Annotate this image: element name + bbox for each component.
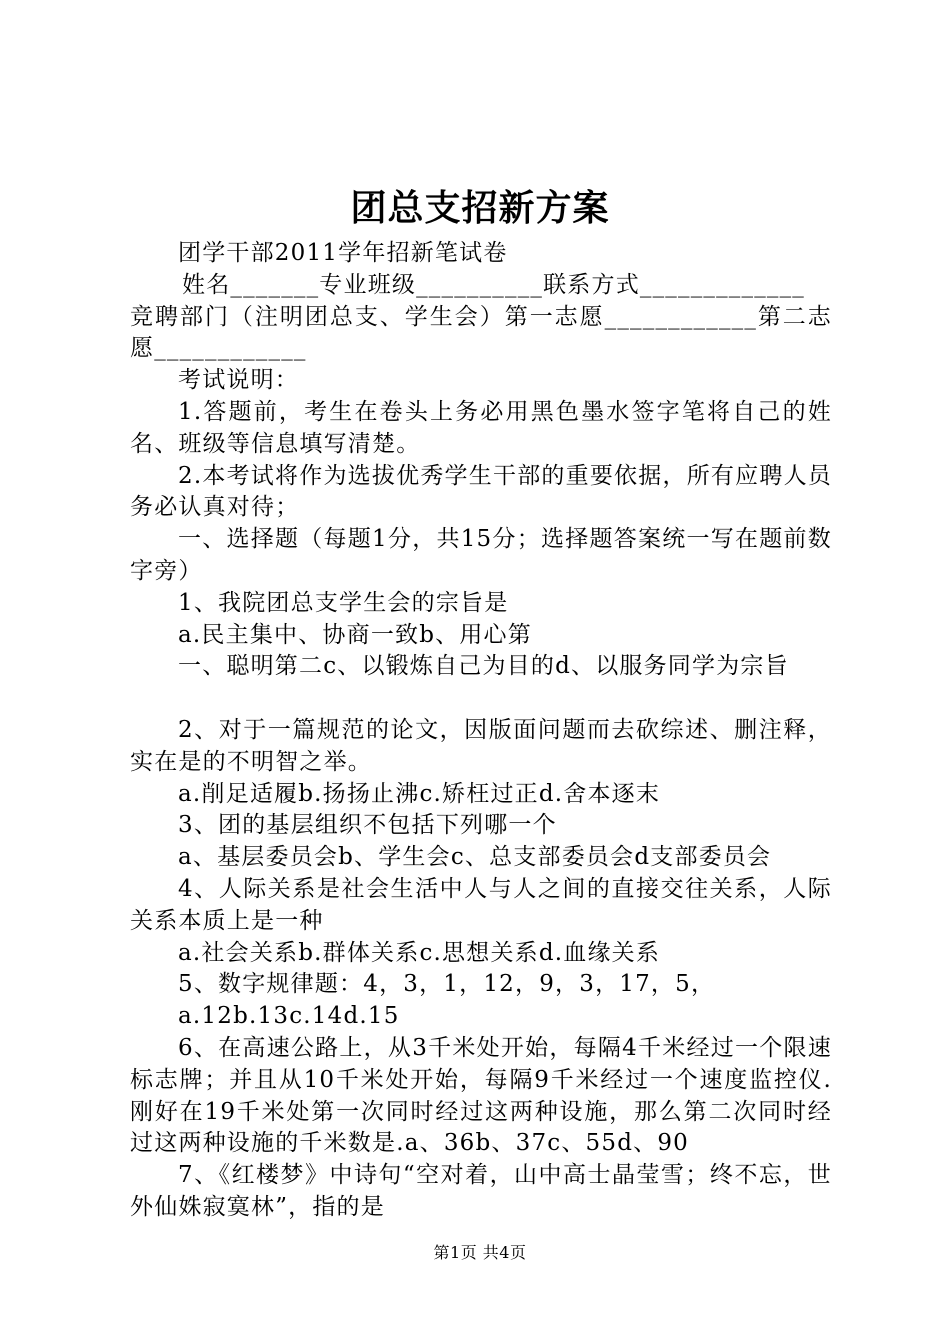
question: 2、对于一篇规范的论文，因版面问题而去砍综述、删注释，实在是的不明智之举。 xyxy=(130,716,832,775)
section-heading-choice: 一、选择题（每题1分，共15分；选择题答案统一写在题前数字旁） xyxy=(130,526,832,584)
instruction-item: 2.本考试将作为选拔优秀学生干部的重要依据，所有应聘人员务必认真对待； xyxy=(130,462,832,521)
question-options: a、基层委员会b、学生会c、总支部委员会d支部委员会 xyxy=(178,844,772,871)
department-choice-line: 竞聘部门（注明团总支、学生会）第一志愿____________第二志愿____________ xyxy=(130,303,832,362)
document-body xyxy=(130,238,832,1224)
question-options: a.削足适履b.扬扬止沸c.矫枉过正d.舍本逐末 xyxy=(178,780,661,807)
question: 7、《红楼梦》中诗句“空对着，山中高士晶莹雪；终不忘，世外仙姝寂寞林”，指的是 xyxy=(130,1162,832,1220)
exam-heading: 团学干部2011学年招新笔试卷 xyxy=(178,240,508,266)
question-options: a.社会关系b.群体关系c.思想关系d.血缘关系 xyxy=(178,939,661,966)
question: 6、在高速公路上，从3千米处开始，每隔4千米经过一个限速标志牌；并且从10千米处开始，每隔9千米经过一个速度监控仪.刚好在19千米处第一次同时经过这两种设施，那么第二次同时经过这两种设施的千米数是.a、36b、37c、55d、90 xyxy=(130,1034,832,1157)
question: 1、我院团总支学生会的宗旨是 xyxy=(178,589,509,616)
question-options: 一、聪明第二c、以锻炼自己为目的d、以服务同学为宗旨 xyxy=(178,653,789,680)
document-title: 团总支招新方案 xyxy=(350,187,610,229)
instruction-item: 1.答题前，考生在卷头上务必用黑色墨水签字笔将自己的姓名、班级等信息填写清楚。 xyxy=(130,398,832,457)
question: 5、数字规律题：4，3，1，12，9，3，17，5， xyxy=(178,971,716,998)
question: 4、人际关系是社会生活中人与人之间的直接交往关系，人际关系本质上是一种 xyxy=(130,875,832,934)
question-options: a.12b.13c.14d.15 xyxy=(178,1003,400,1030)
exam-instructions-heading: 考试说明： xyxy=(178,367,299,394)
question: 3、团的基层组织不包括下列哪一个 xyxy=(178,812,557,839)
applicant-info-line: 姓名_______专业班级__________联系方式_____________ xyxy=(182,271,805,298)
page-footer: 第1页 共4页 xyxy=(433,1243,527,1262)
question-options: a.民主集中、协商一致b、用心第 xyxy=(178,621,532,648)
